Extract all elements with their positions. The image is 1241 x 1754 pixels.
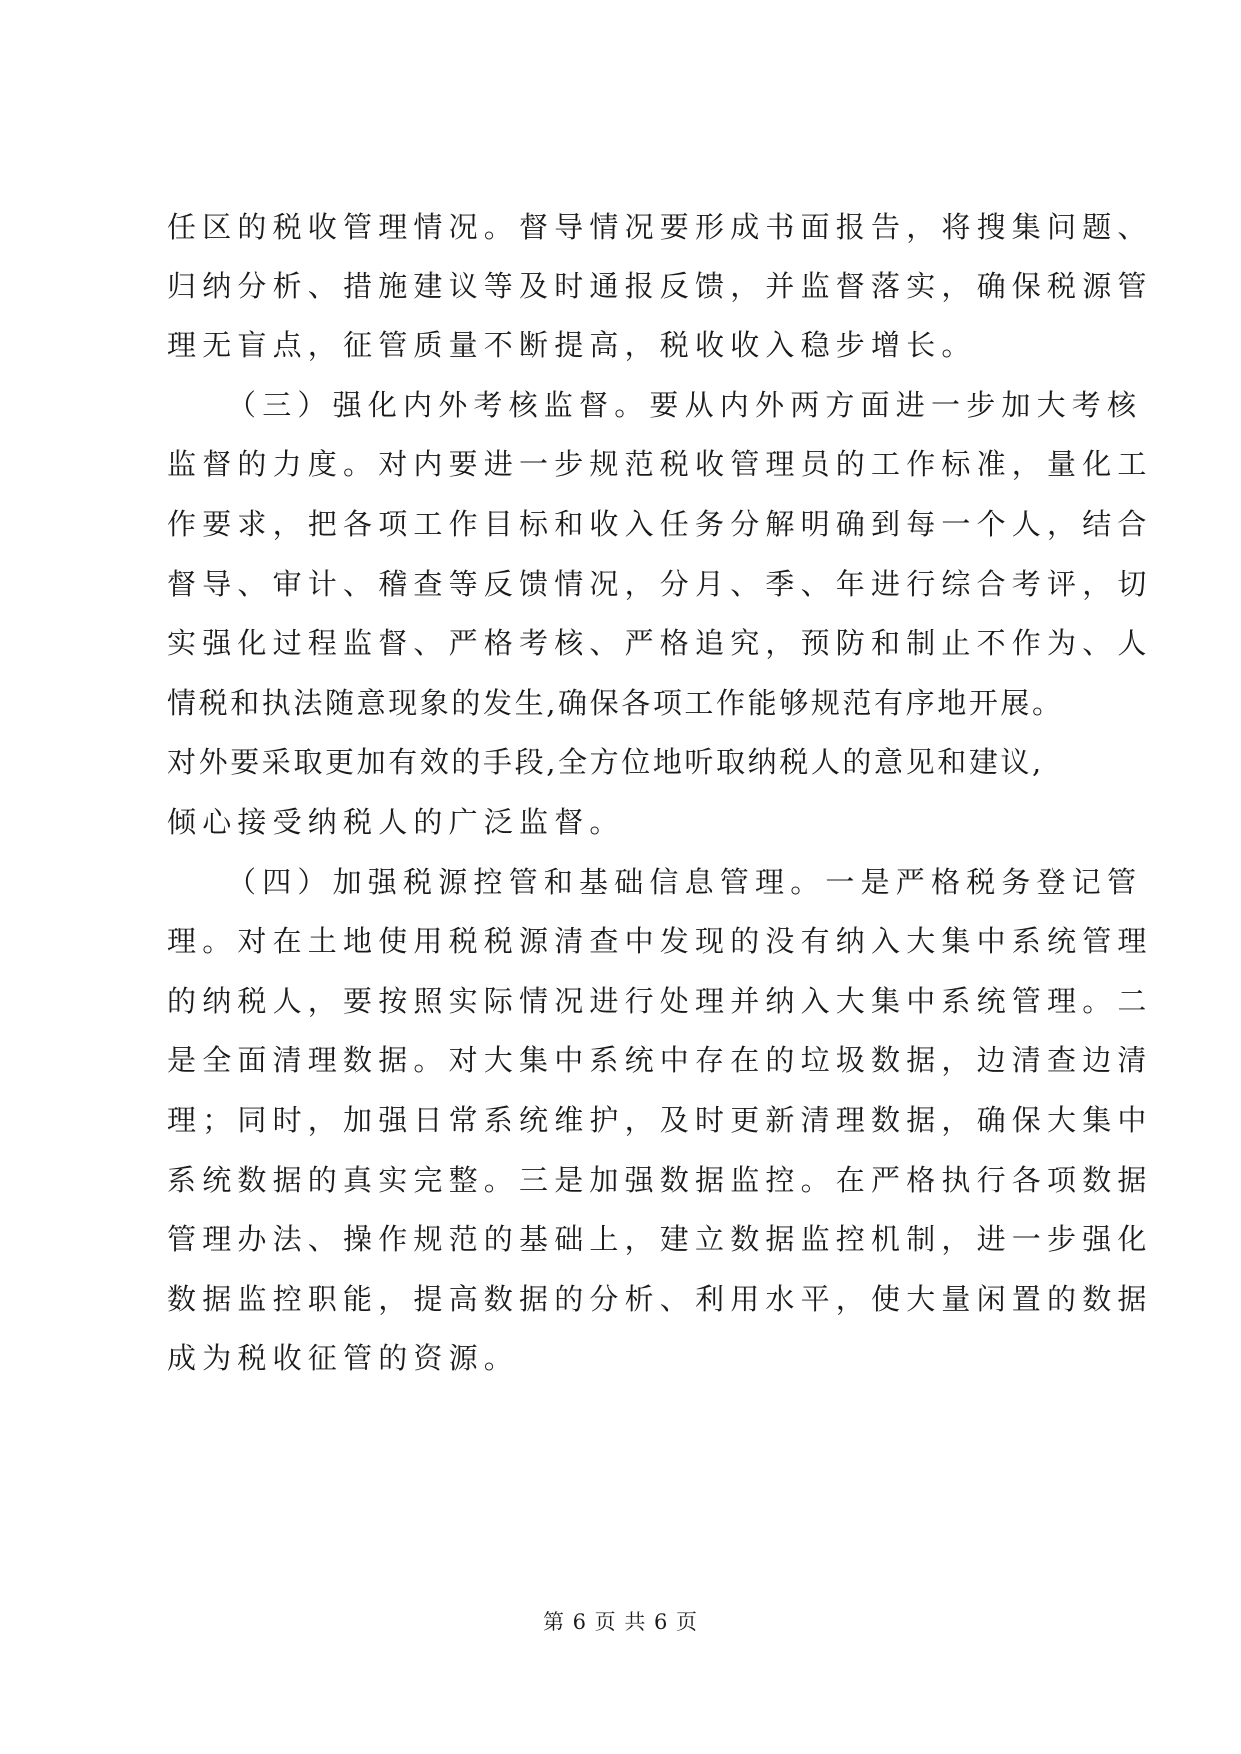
paragraph-line: 对外要采取更加有效的手段,全方位地听取纳税人的意见和建议, [167,745,1044,779]
paragraph-line: 作要求，把各项工作目标和收入任务分解明确到每一个人，结合 [167,507,1153,541]
paragraph-line: 理；同时，加强日常系统维护，及时更新清理数据，确保大集中 [167,1103,1153,1137]
paragraph-line: 系统数据的真实完整。三是加强数据监控。在严格执行各项数据 [167,1163,1153,1197]
paragraph-line: 倾心接受纳税人的广泛监督。 [167,805,625,839]
paragraph-line: 归纳分析、措施建议等及时通报反馈，并监督落实，确保税源管 [167,269,1153,303]
page-number-footer: 第 6 页 共 6 页 [542,1610,699,1634]
paragraph-line: 监督的力度。对内要进一步规范税收管理员的工作标准，量化工 [167,447,1153,481]
paragraph-line: 数据监控职能，提高数据的分析、利用水平，使大量闲置的数据 [167,1282,1153,1316]
paragraph-line: 是全面清理数据。对大集中系统中存在的垃圾数据，边清查边清 [167,1043,1153,1077]
paragraph-line: 督导、审计、稽查等反馈情况，分月、季、年进行综合考评，切 [167,567,1153,601]
paragraph-line: 任区的税收管理情况。督导情况要形成书面报告，将搜集问题、 [167,210,1153,244]
paragraph-line: 成为税收征管的资源。 [167,1341,520,1375]
paragraph-line: 理无盲点，征管质量不断提高，税收收入稳步增长。 [167,328,977,362]
paragraph-line: 理。对在土地使用税税源清查中发现的没有纳入大集中系统管理 [167,924,1153,958]
section-heading-line: （三）强化内外考核监督。要从内外两方面进一步加大考核 [227,388,1143,422]
paragraph-line: 情税和执法随意现象的发生,确保各项工作能够规范有序地开展。 [167,686,1064,720]
paragraph-line: 实强化过程监督、严格考核、严格追究，预防和制止不作为、人 [167,626,1153,660]
paragraph-line: 管理办法、操作规范的基础上，建立数据监控机制，进一步强化 [167,1222,1153,1256]
paragraph-line: 的纳税人，要按照实际情况进行处理并纳入大集中系统管理。二 [167,984,1153,1018]
section-heading-line: （四）加强税源控管和基础信息管理。一是严格税务登记管 [227,865,1143,899]
